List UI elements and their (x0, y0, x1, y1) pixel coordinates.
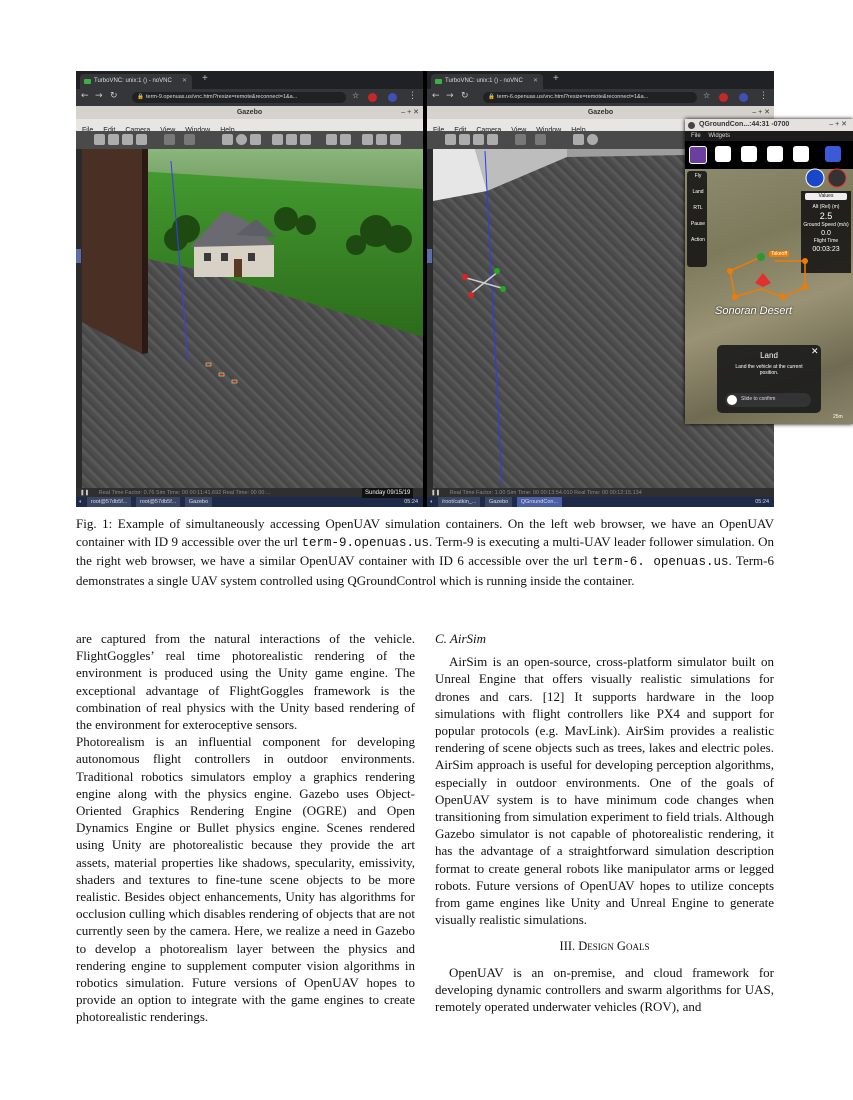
building (76, 149, 142, 354)
pause-button[interactable]: Pause (690, 221, 706, 227)
section-number: III. (559, 939, 579, 954)
browser-tabbar (76, 71, 423, 89)
plan-view-icon[interactable] (741, 146, 757, 162)
caption-text: . Term-6 demonstrates a single UAV system controlled using QGroundControl which is running inside the container. (76, 553, 774, 589)
align-icon[interactable] (362, 134, 373, 145)
vnc-icon (84, 79, 91, 84)
flight-time-label: Flight Time (813, 238, 839, 244)
expand-panel-icon[interactable] (76, 249, 81, 263)
rtl-button[interactable]: RTL (693, 205, 703, 211)
gazebo-3d-viewport[interactable] (76, 149, 423, 488)
extension-icon[interactable] (368, 93, 377, 102)
reload-icon[interactable]: ↻ (461, 91, 469, 101)
caption-text: Example of simultaneously accessing OpenUAV simulation containers. On the left web browser, we have an OpenUAV container with ID 9 accessible over the url (76, 516, 774, 549)
scale-tool-icon[interactable] (487, 134, 498, 145)
section-title: Design Goals (578, 939, 650, 954)
paragraph: AirSim is an open-source, cross-platform simulator built on Unreal Engine that offers visually realistic simulations for drones and cars. [12] It supports hardware in the loop simulations with flight controllers like PX4 and support for popular protocols (e.g. MavLink). AirSim provides a realistic rendering of scene objects such as trees, lakes and electric poles. AirSim approach is useful for developing perception algorithms, especially in outdoor environments. One of the goals of OpenUAV system is to have minimum code changes when transitioning from simulation experiment to field trials. Although Gazebo simulator is not capable of photorealistic rendering, it has the advantage of a straightforward simulation description format to create general robots like manipulator arms or legged robots. Future versions of OpenUAV hopes to utilize concepts from game engines like Unity and Unreal Engine to generate visually realistic simulations. (435, 654, 774, 928)
copy-icon[interactable] (326, 134, 337, 145)
redo-icon[interactable] (184, 134, 195, 145)
megaphone-icon[interactable] (825, 146, 841, 162)
qgc-app-icon[interactable] (689, 146, 707, 164)
caption-label: Fig. 1: (76, 516, 113, 531)
extension-icon[interactable] (719, 93, 728, 102)
address-input[interactable] (132, 92, 346, 103)
window-controls[interactable]: – + ✕ (829, 121, 847, 128)
qgroundcontrol-window (685, 119, 853, 424)
gazebo-title-bar (76, 106, 423, 119)
taskbar-item[interactable]: /root/catkin_... (438, 497, 481, 507)
window-title: Gazebo (587, 109, 614, 116)
expand-panel-icon[interactable] (427, 249, 432, 263)
qgc-toolbar (685, 141, 853, 169)
left-column (76, 630, 415, 1026)
left-panel-collapsed[interactable] (76, 149, 82, 488)
sim-status-text: Real Time Factor: 1.00 Sim Time: 00 00:13:54.010 Real Time: 00 00:12:15.134 (449, 490, 642, 496)
date-tooltip: Sunday 09/15/19 (362, 488, 413, 498)
address-input[interactable] (483, 92, 697, 103)
select-tool-icon[interactable] (445, 134, 456, 145)
gazebo-menu-bar (76, 119, 423, 131)
star-icon[interactable]: ☆ (703, 91, 711, 100)
start-menu-icon[interactable]: ◐ (430, 499, 434, 505)
left-browser-window (76, 71, 423, 507)
translate-tool-icon[interactable] (459, 134, 470, 145)
uav-drone (462, 268, 506, 298)
address-text: term-9.openuas.us/vnc.html?resize=remote&reconnect=1&a... (146, 94, 298, 100)
taskbar-item[interactable]: Gazebo (185, 497, 212, 507)
forward-icon[interactable]: → (95, 91, 103, 101)
taskbar-item[interactable]: Gazebo (485, 497, 512, 507)
taskbar-item[interactable]: root@57db5f... (87, 497, 131, 507)
box-shape-icon[interactable] (222, 134, 233, 145)
left-scene-graphic (76, 149, 423, 488)
box-shape-icon[interactable] (573, 134, 584, 145)
pause-icon[interactable]: ❚❚ (431, 490, 441, 496)
taskbar-item[interactable]: QGroundCon... (517, 497, 562, 507)
rotate-tool-icon[interactable] (122, 134, 133, 145)
menu-kebab-icon[interactable]: ⋮ (759, 91, 768, 101)
back-icon[interactable]: ← (432, 91, 440, 101)
start-menu-icon[interactable]: ◐ (79, 499, 83, 505)
gazebo-toolbar (76, 131, 423, 149)
paragraph: OpenUAV is an on-premise, and cloud framework for developing dynamic controllers and swarm algorithms for UAS, remotely operated underwater vehicles (ROV), and (435, 964, 774, 1015)
section-heading (435, 938, 774, 955)
window-title: Gazebo (236, 109, 263, 116)
flight-time-value: 00:03:23 (812, 246, 840, 253)
ground-speed-value: 0.0 (821, 230, 831, 237)
window-controls[interactable]: – + ✕ (401, 109, 419, 116)
os-taskbar (427, 497, 774, 507)
scale-tool-icon[interactable] (136, 134, 147, 145)
left-panel-collapsed[interactable] (427, 149, 433, 488)
analyze-icon[interactable] (793, 146, 809, 162)
caption-url: term-6. openuas.us (592, 555, 729, 570)
point-light-icon[interactable] (272, 134, 283, 145)
undo-icon[interactable] (164, 134, 175, 145)
action-button[interactable]: Action (691, 237, 705, 243)
vnc-icon (435, 79, 442, 84)
paragraph: Photorealism is an influential component for developing autonomous flight controllers in outdoor environments. Traditional robotics simulators employ a graphics rendering engine along with the physics engine. Gazebo uses Object-Oriented Graphics Rendering Engine (OGRE) and Open Dynamics Engine or Bullet physics engine. Scenes rendered using Unity are photorealistic because they provide the art assets, material properties like shadows, specularity, emissivity, shaders and textures to fine-tune scene objects to be more realistic. Besides object enhancements, Unity has algorithms for occlusion culling which disables rendering of objects that are not currently seen by the camera. Here, we realize a need in Gazebo to develop a photorealism layer between the physics and rendering engine to supplement computer vision algorithms in robotics simulation. Future versions of OpenUAV hopes to provide an option to integrate with the game engines to create photorealistic renderings. (76, 734, 415, 1025)
map-location-label: Sonoran Desert (715, 305, 793, 317)
tab-title: TurboVNC: unix:1 () - noVNC (94, 78, 172, 84)
browser-tab[interactable] (80, 74, 192, 89)
fly-label[interactable]: Fly (694, 173, 702, 179)
figure-1-screenshot (76, 71, 849, 507)
camera-icon[interactable] (390, 134, 401, 145)
land-button[interactable]: Land (692, 189, 704, 195)
taskbar-item[interactable]: root@57db5f... (136, 497, 180, 507)
browser-url-bar (427, 89, 774, 106)
reload-icon[interactable]: ↻ (110, 91, 118, 101)
sphere-shape-icon[interactable] (587, 134, 598, 145)
close-icon[interactable]: ✕ (811, 347, 819, 357)
lock-icon: 🔒 (488, 94, 495, 100)
ground-speed-label: Ground Speed (m/s) (803, 222, 849, 228)
slide-to-confirm[interactable]: Slide to confirm (741, 396, 776, 402)
browser-tab[interactable] (431, 74, 543, 89)
select-tool-icon[interactable] (94, 134, 105, 145)
browser-tabbar (427, 71, 774, 89)
takeoff-label: Takeoff (771, 251, 788, 257)
qgc-logo-icon (688, 122, 695, 129)
land-dialog-title: Land (760, 351, 778, 360)
subsection-heading: C. AirSim (435, 631, 487, 646)
window-controls[interactable]: – + ✕ (752, 109, 770, 116)
new-tab-icon[interactable]: + (553, 73, 559, 84)
caption-text: . Term-9 is executing a multi-UAV leader follower simulation. On the right web browser, we have a similar OpenUAV container with ID 6 accessible over the url (76, 533, 774, 569)
new-tab-icon[interactable]: + (202, 73, 208, 84)
star-icon[interactable]: ☆ (352, 91, 360, 100)
cylinder-shape-icon[interactable] (250, 134, 261, 145)
map-scale: 25m (833, 414, 843, 420)
directional-light-icon[interactable] (300, 134, 311, 145)
fly-view-icon[interactable] (767, 146, 783, 162)
os-taskbar (76, 497, 423, 507)
gazebo-title-bar (427, 106, 774, 119)
spot-light-icon[interactable] (286, 134, 297, 145)
paragraph: are captured from the natural interactions of the vehicle. FlightGoggles’ real time photorealistic rendering of the environment is produced using the Unity game engine. The exceptional advantage of FlightGoggles framework is the combination of real physics with the Unity based rendering of the environment for exteroceptive sensors. (76, 631, 415, 733)
undo-icon[interactable] (515, 134, 526, 145)
figure-caption (76, 515, 774, 590)
alt-label: Alt (Rel) (m) (812, 204, 840, 210)
rotate-tool-icon[interactable] (473, 134, 484, 145)
menu-kebab-icon[interactable]: ⋮ (408, 91, 417, 101)
qgc-title-bar (685, 119, 853, 131)
axis-line (485, 151, 502, 484)
right-column (435, 630, 774, 1015)
qgc-menu-file[interactable]: File (691, 133, 701, 139)
profile-icon[interactable] (739, 93, 748, 102)
taskbar-clock: 05:24 (752, 497, 772, 507)
back-icon[interactable]: ← (81, 91, 89, 101)
close-icon[interactable]: ✕ (532, 78, 538, 84)
close-icon[interactable]: ✕ (181, 78, 187, 84)
uav-markers (206, 363, 237, 383)
paste-icon[interactable] (340, 134, 351, 145)
redo-icon[interactable] (535, 134, 546, 145)
address-text: term-6.openuas.us/vnc.html?resize=remote&reconnect=1&a... (497, 94, 649, 100)
tab-title: TurboVNC: unix:1 () - noVNC (445, 78, 523, 84)
browser-url-bar (76, 89, 423, 106)
pause-icon[interactable]: ❚❚ (80, 490, 90, 496)
land-dialog-text: Land the vehicle at the current position. (735, 364, 803, 376)
sim-status-text: Real Time Factor: 0.76 Sim Time: 00 00:11:41.692 Real Time: 00 00:... (98, 490, 271, 496)
vehicle-setup-icon[interactable] (715, 146, 731, 162)
alt-value: 2.5 (819, 211, 833, 221)
qgc-menu-bar (685, 131, 853, 141)
qgc-map[interactable] (685, 169, 853, 424)
translate-tool-icon[interactable] (108, 134, 119, 145)
taskbar-clock: 05:24 (401, 497, 421, 507)
caption-url: term-9.openuas.us (301, 535, 429, 550)
qgc-menu-widgets[interactable]: Widgets (708, 133, 731, 139)
qgc-title: QGroundCon...:44:31 -0700 (699, 121, 790, 128)
sphere-shape-icon[interactable] (236, 134, 247, 145)
values-button[interactable]: Values (805, 193, 847, 200)
lock-icon: 🔒 (137, 94, 144, 100)
right-browser-window (427, 71, 849, 507)
forward-icon[interactable]: → (446, 91, 454, 101)
profile-icon[interactable] (388, 93, 397, 102)
snap-icon[interactable] (376, 134, 387, 145)
